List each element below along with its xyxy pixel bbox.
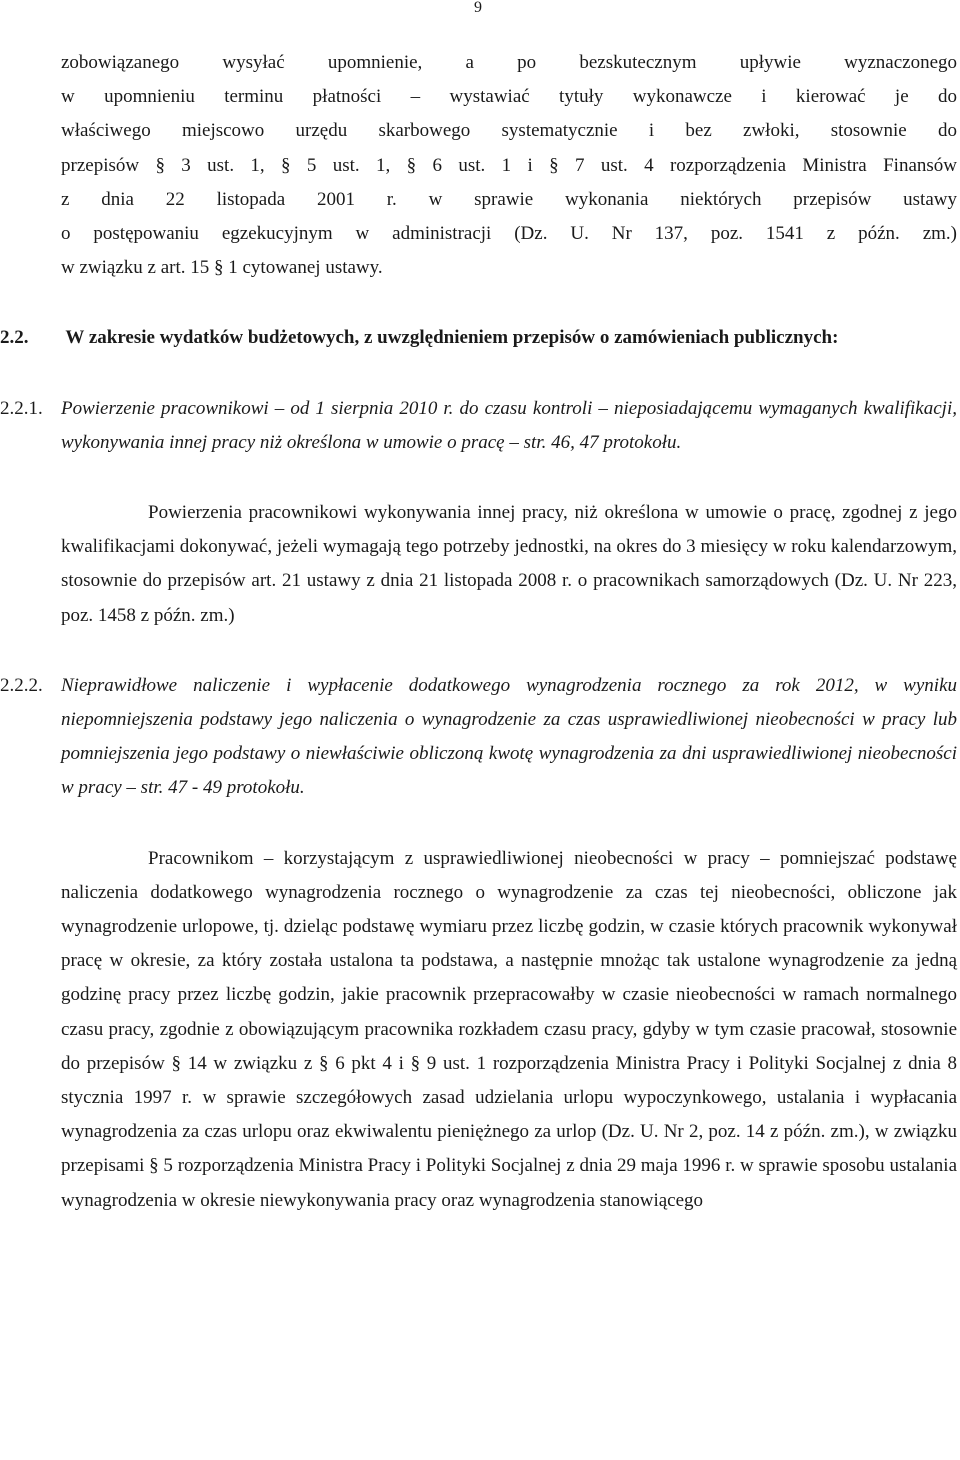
intro-line: z dnia 22 listopada 2001 r. w sprawie wykonania niektórych przepisów ustawy — [61, 188, 957, 210]
document-body — [0, 46, 957, 1218]
section-title: W zakresie wydatków budżetowych, z uwzględnieniem przepisów o zamówieniach publicznych: — [65, 327, 839, 349]
intro-paragraph — [61, 46, 957, 285]
intro-line: zobowiązanego wysyłać upomnienie, a po bezskutecznym upływie wyznaczonego — [61, 52, 957, 73]
intro-line: o postępowaniu egzekucyjnym w administracji (Dz. U. Nr 137, poz. 1541 z późn. zm.) — [61, 223, 957, 245]
recommendation-2-2-2: Pracownikom – korzystającym z usprawiedliwionej nieobecności w pracy – pomniejszać podstawę naliczenia dodatkowego wynagrodzenia rocznego o wynagrodzenie za czas tej nieobecności, obliczone jak wynagrodzenie urlopowe, tj. dzieląc podstawę wymiaru przez liczbę godzin, w czasie których pracownik wykonywał pracę w okresie, za który została ustalona ta podstawa, a następnie mnożąc tak ustalone wynagrodzenie za jedną godzinę pracy przez liczbę godzin, jakie pracownik przepracowałby w czasie nieobecności w ramach normalnego czasu pracy, zgodnie z obowiązującym pracownika rozkładem czasu pracy, gdyby w tym czasie pracował, stosownie do przepisów § 14 w związku z § 6 pkt 4 i § 9 ust. 1 rozporządzenia Ministra Pracy i Polityki Socjalnej z dnia 8 stycznia 1997 r. w sprawie szczegółowych zasad udzielania urlopu wypoczynkowego, ustalania i wypłacania wynagrodzenia za czas urlopu oraz ekwiwalentu pieniężnego za urlop (Dz. U. Nr 2, poz. 14 z późn. zm.), w związku przepisami § 5 rozporządzenia Ministra Pracy i Polityki Socjalnej z dnia 29 maja 1996 r. w sprawie sposobu ustalania wynagrodzenia w okresie niewykonywania pracy oraz wynagrodzenia stanowiącego — [61, 847, 957, 1211]
intro-line: w upomnieniu terminu płatności – wystawiać tytuły wykonawcze i kierować je do — [61, 86, 957, 108]
intro-line: w związku z art. 15 § 1 cytowanej ustawy. — [61, 257, 383, 279]
recommendation-2-2-1: Powierzenia pracownikowi wykonywania innej pracy, niż określona w umowie o pracę, zgodnej z jego kwalifikacjami dokonywać, jeżeli wymagają tego potrzeby jednostki, na okres do 3 miesięcy w roku kalendarzowym, stosownie do przepisów art. 21 ustawy z dnia 21 listopada 2008 r. o pracownikach samorządowych (Dz. U. Nr 223, poz. 1458 z późn. zm.) — [61, 502, 957, 626]
section-number: 2.2. — [0, 327, 29, 349]
page-number: 9 — [474, 0, 482, 16]
section-heading-2-2 — [0, 321, 957, 355]
item-number: 2.2.2. — [0, 674, 43, 696]
finding-text: Nieprawidłowe naliczenie i wypłacenie dodatkowego wynagrodzenia rocznego za rok 2012, w wyniku niepomniejszenia podstawy jego naliczenia o wynagrodzenie za czas usprawiedliwionej nieobecności w pracy lub pomniejszenia jego podstawy o niewłaściwie obliczoną kwotę wynagrodzenia za dni usprawiedliwionej nieobecności w pracy – str. 47 - 49 protokołu. — [61, 674, 957, 799]
intro-line: właściwego miejscowo urzędu skarbowego systematycznie i bez zwłoki, stosownie do — [61, 120, 957, 142]
finding-text: Powierzenie pracownikowi – od 1 sierpnia 2010 r. do czasu kontroli – nieposiadającemu wymaganych kwalifikacji, wykonywania innej pracy niż określona w umowie o pracę – str. 46, 47 protokołu. — [61, 397, 957, 453]
intro-line: przepisów § 3 ust. 1, § 5 ust. 1, § 6 ust. 1 i § 7 ust. 4 rozporządzenia Ministra Finansów — [61, 154, 957, 176]
item-number: 2.2.1. — [0, 397, 43, 419]
finding-2-2-1 — [0, 392, 957, 460]
finding-2-2-2 — [0, 669, 957, 806]
